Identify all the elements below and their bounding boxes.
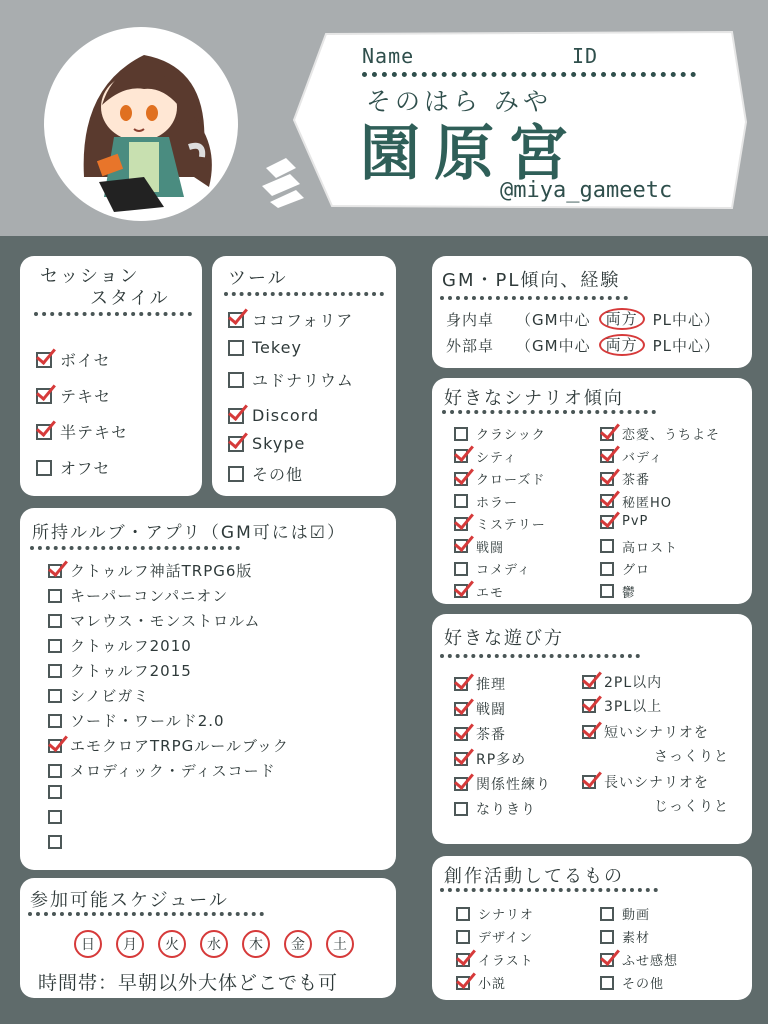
checked-checkbox[interactable] bbox=[48, 739, 62, 753]
checkbox-label: 戦闘 bbox=[476, 702, 506, 718]
gmpl-title: GM・PL傾向、経験 bbox=[442, 270, 621, 291]
unchecked-checkbox[interactable] bbox=[48, 689, 62, 703]
unchecked-checkbox[interactable] bbox=[456, 930, 470, 944]
checked-checkbox[interactable] bbox=[36, 352, 52, 368]
card-divider bbox=[442, 410, 656, 414]
card-divider bbox=[440, 654, 640, 658]
checkbox-item[interactable] bbox=[456, 973, 506, 992]
schedule-card bbox=[20, 878, 396, 998]
checkbox-label: テキセ bbox=[60, 387, 112, 406]
card-divider bbox=[440, 888, 658, 892]
checkbox-item[interactable] bbox=[582, 672, 662, 692]
checkbox-label: 鬱 bbox=[622, 585, 637, 601]
day-2: 火 bbox=[158, 930, 186, 958]
unchecked-checkbox[interactable] bbox=[600, 539, 614, 553]
checkbox-label: 2PL以内 bbox=[604, 675, 663, 691]
unchecked-checkbox[interactable] bbox=[48, 835, 62, 849]
checkbox-label: 茶番 bbox=[476, 727, 506, 743]
unchecked-checkbox[interactable] bbox=[600, 584, 614, 598]
checked-checkbox[interactable] bbox=[36, 388, 52, 404]
name-divider bbox=[362, 72, 696, 77]
character-name: 園原宮 bbox=[360, 119, 582, 189]
checkbox-label: クトゥルフ2015 bbox=[70, 662, 192, 680]
checkbox-label: バディ bbox=[622, 450, 663, 466]
day-4: 木 bbox=[242, 930, 270, 958]
checkbox-label: Skype bbox=[252, 434, 306, 453]
checked-checkbox[interactable] bbox=[228, 436, 244, 452]
checkbox-label: 推理 bbox=[476, 677, 506, 693]
checkbox-item[interactable] bbox=[228, 434, 305, 453]
checkbox-label: 動画 bbox=[622, 908, 651, 923]
checked-checkbox[interactable] bbox=[582, 675, 596, 689]
creative-card bbox=[432, 856, 752, 1000]
checked-checkbox[interactable] bbox=[454, 702, 468, 716]
checkbox-label: デザイン bbox=[478, 931, 534, 946]
checkbox-item[interactable] bbox=[654, 746, 729, 766]
id-label: ID bbox=[572, 44, 599, 68]
day-0: 日 bbox=[74, 930, 102, 958]
checked-checkbox[interactable] bbox=[454, 727, 468, 741]
checkbox-label: 秘匿HO bbox=[622, 495, 673, 511]
checkbox-label: シティ bbox=[476, 450, 517, 466]
checkbox-item[interactable] bbox=[48, 560, 252, 581]
checkbox-item[interactable] bbox=[582, 772, 709, 792]
checkbox-label: その他 bbox=[252, 465, 304, 484]
checkbox-item[interactable] bbox=[454, 699, 506, 719]
checkbox-label: ユドナリウム bbox=[252, 371, 354, 390]
card-divider bbox=[34, 312, 192, 316]
session-style-title-1: セッション bbox=[40, 266, 140, 287]
checkbox-label: ミステリー bbox=[476, 518, 546, 533]
checkbox-item[interactable] bbox=[454, 537, 504, 556]
gmpl-row-label: 身内卓 bbox=[446, 310, 495, 329]
furigana: そのはら みや bbox=[366, 87, 552, 116]
checkbox-label: キーパーコンパニオン bbox=[70, 587, 229, 605]
checked-checkbox[interactable] bbox=[454, 472, 468, 486]
checkbox-item[interactable] bbox=[228, 368, 354, 391]
checkbox-item[interactable] bbox=[600, 537, 678, 556]
checkbox-item[interactable] bbox=[454, 514, 546, 533]
checkbox-label: 高ロスト bbox=[622, 540, 679, 556]
checkbox-item[interactable] bbox=[48, 835, 70, 849]
checkbox-item[interactable] bbox=[36, 456, 110, 479]
day-6: 土 bbox=[326, 930, 354, 958]
checked-checkbox[interactable] bbox=[454, 777, 468, 791]
checkbox-item[interactable] bbox=[48, 760, 276, 781]
avatar bbox=[44, 27, 238, 221]
checkbox-label: 長いシナリオを bbox=[604, 775, 709, 791]
checked-checkbox[interactable] bbox=[228, 408, 244, 424]
unchecked-checkbox[interactable] bbox=[48, 714, 62, 728]
checkbox-item[interactable] bbox=[36, 384, 111, 407]
checkbox-item[interactable] bbox=[48, 610, 261, 631]
checkbox-item[interactable] bbox=[654, 796, 729, 816]
checkbox-item[interactable] bbox=[600, 559, 650, 578]
day-1: 月 bbox=[116, 930, 144, 958]
checkbox-label: 半テキセ bbox=[60, 423, 129, 442]
checked-checkbox[interactable] bbox=[600, 953, 614, 967]
checked-checkbox[interactable] bbox=[36, 424, 52, 440]
both-option: 両方 bbox=[599, 334, 645, 356]
checked-checkbox[interactable] bbox=[454, 539, 468, 553]
unchecked-checkbox[interactable] bbox=[228, 340, 244, 356]
checkbox-label: シノビガミ bbox=[70, 687, 150, 705]
checkbox-item[interactable] bbox=[600, 950, 678, 969]
checkbox-label: なりきり bbox=[476, 802, 536, 818]
unchecked-checkbox[interactable] bbox=[600, 930, 614, 944]
checked-checkbox[interactable] bbox=[600, 449, 614, 463]
checkbox-label: コメディ bbox=[476, 563, 531, 578]
character-illustration bbox=[44, 27, 238, 221]
checked-checkbox[interactable] bbox=[454, 449, 468, 463]
checkbox-item[interactable] bbox=[454, 674, 506, 694]
checked-checkbox[interactable] bbox=[48, 564, 62, 578]
checked-checkbox[interactable] bbox=[600, 515, 614, 529]
checkbox-label: クラシック bbox=[476, 428, 546, 443]
checked-checkbox[interactable] bbox=[228, 312, 244, 328]
both-option: 両方 bbox=[599, 308, 645, 330]
checkbox-item[interactable] bbox=[228, 338, 302, 357]
checkbox-item[interactable] bbox=[48, 735, 289, 756]
checkbox-item[interactable] bbox=[600, 424, 720, 443]
card-divider bbox=[224, 292, 384, 296]
checkbox-item[interactable] bbox=[228, 308, 353, 331]
checkbox-label: エモクロアTRPGルールブック bbox=[70, 737, 289, 755]
checkbox-label: マレウス・モンストロルム bbox=[70, 612, 261, 630]
rulebooks-card bbox=[20, 508, 396, 870]
checkbox-label: 戦闘 bbox=[476, 540, 505, 556]
session-style-card bbox=[20, 256, 202, 496]
unchecked-checkbox[interactable] bbox=[228, 372, 244, 388]
gm-option: （GM中心 bbox=[516, 310, 591, 329]
checked-checkbox[interactable] bbox=[454, 677, 468, 691]
checkbox-item[interactable] bbox=[456, 904, 534, 923]
unchecked-checkbox[interactable] bbox=[456, 907, 470, 921]
unchecked-checkbox[interactable] bbox=[48, 614, 62, 628]
checkbox-item[interactable] bbox=[600, 582, 636, 601]
checkbox-item[interactable] bbox=[600, 514, 648, 529]
checkbox-label: PvP bbox=[622, 514, 649, 529]
day-5: 金 bbox=[284, 930, 312, 958]
checkbox-item[interactable] bbox=[48, 785, 70, 799]
checkbox-item[interactable] bbox=[600, 904, 650, 923]
checked-checkbox[interactable] bbox=[582, 699, 596, 713]
checkbox-item[interactable] bbox=[600, 469, 650, 488]
card-divider bbox=[440, 296, 628, 300]
day-3: 水 bbox=[200, 930, 228, 958]
unchecked-checkbox[interactable] bbox=[48, 785, 62, 799]
checkbox-label: 関係性練り bbox=[476, 777, 551, 793]
scenario-title: 好きなシナリオ傾向 bbox=[444, 388, 624, 409]
checkbox-item[interactable] bbox=[36, 420, 128, 443]
checkbox-label: グロ bbox=[622, 563, 651, 578]
checkbox-item[interactable] bbox=[48, 685, 149, 706]
checkbox-item[interactable] bbox=[600, 447, 663, 466]
checkbox-label: 小説 bbox=[478, 977, 507, 992]
checkbox-label: その他 bbox=[622, 977, 665, 992]
checkbox-label: 恋愛、うちよそ bbox=[622, 428, 721, 443]
unchecked-checkbox[interactable] bbox=[228, 466, 244, 482]
checked-checkbox[interactable] bbox=[600, 472, 614, 486]
checkbox-label: オフセ bbox=[60, 459, 111, 478]
unchecked-checkbox[interactable] bbox=[600, 562, 614, 576]
checkbox-label: さっくりと bbox=[654, 749, 729, 765]
checkbox-item[interactable] bbox=[48, 810, 70, 824]
checkbox-label: 3PL以上 bbox=[604, 699, 663, 715]
checkbox-label: エモ bbox=[476, 585, 505, 601]
card-divider bbox=[30, 546, 240, 550]
checkbox-item[interactable] bbox=[456, 927, 533, 946]
checkbox-label: ふせ感想 bbox=[622, 954, 679, 969]
checkbox-label: RP多め bbox=[476, 752, 527, 768]
checkbox-label: メロディック・ディスコード bbox=[70, 762, 276, 780]
checkbox-label: 茶番 bbox=[622, 473, 651, 488]
name-label: Name bbox=[362, 44, 415, 68]
checkbox-item[interactable] bbox=[454, 492, 518, 511]
checkbox-label: クトゥルフ神話TRPG6版 bbox=[70, 562, 253, 580]
checkbox-item[interactable] bbox=[36, 348, 111, 371]
checkbox-item[interactable] bbox=[600, 927, 650, 946]
checkbox-item[interactable] bbox=[454, 799, 536, 819]
checkbox-item[interactable] bbox=[48, 660, 192, 681]
checkbox-item[interactable] bbox=[456, 950, 534, 969]
unchecked-checkbox[interactable] bbox=[48, 664, 62, 678]
pl-option: PL中心） bbox=[652, 336, 721, 355]
checkbox-item[interactable] bbox=[454, 469, 545, 488]
checkbox-item[interactable] bbox=[454, 774, 551, 794]
checkbox-label: ココフォリア bbox=[252, 311, 354, 330]
schedule-title: 参加可能スケジュール bbox=[30, 890, 229, 911]
unchecked-checkbox[interactable] bbox=[454, 494, 468, 508]
checkbox-item[interactable] bbox=[582, 722, 709, 742]
checkbox-label: シナリオ bbox=[478, 908, 534, 923]
checkbox-item[interactable] bbox=[454, 749, 526, 769]
gmpl-card bbox=[432, 256, 752, 368]
gm-option: （GM中心 bbox=[516, 336, 591, 355]
unchecked-checkbox[interactable] bbox=[36, 460, 52, 476]
creative-title: 創作活動してるもの bbox=[444, 866, 624, 887]
gmpl-row-label: 外部卓 bbox=[446, 336, 495, 355]
session-style-title-2: スタイル bbox=[90, 288, 170, 309]
unchecked-checkbox[interactable] bbox=[600, 907, 614, 921]
checked-checkbox[interactable] bbox=[454, 752, 468, 766]
unchecked-checkbox[interactable] bbox=[454, 427, 468, 441]
checkbox-item[interactable] bbox=[454, 724, 506, 744]
scenario-card bbox=[432, 378, 752, 604]
checkbox-label: ソード・ワールド2.0 bbox=[70, 712, 225, 730]
checkbox-item[interactable] bbox=[454, 447, 517, 466]
checkbox-item[interactable] bbox=[582, 696, 662, 716]
unchecked-checkbox[interactable] bbox=[48, 810, 62, 824]
checkbox-label: ホラー bbox=[476, 495, 519, 511]
unchecked-checkbox[interactable] bbox=[454, 802, 468, 816]
checked-checkbox[interactable] bbox=[582, 725, 596, 739]
checkbox-label: Tekey bbox=[252, 338, 302, 357]
gmpl-row bbox=[446, 334, 728, 356]
checkbox-label: 素材 bbox=[622, 931, 651, 946]
checkbox-item[interactable] bbox=[228, 406, 319, 425]
tools-title: ツール bbox=[228, 268, 288, 289]
checkbox-item[interactable] bbox=[454, 582, 504, 601]
checkbox-label: クトゥルフ2010 bbox=[70, 637, 192, 655]
rulebooks-title: 所持ルルブ・アプリ（GM可には☑） bbox=[32, 523, 346, 543]
checkbox-label: 短いシナリオを bbox=[604, 725, 709, 741]
pl-option: PL中心） bbox=[652, 310, 721, 329]
checked-checkbox[interactable] bbox=[456, 953, 470, 967]
checkbox-item[interactable] bbox=[454, 424, 546, 443]
checkbox-item[interactable] bbox=[48, 635, 192, 656]
unchecked-checkbox[interactable] bbox=[48, 764, 62, 778]
checkbox-item[interactable] bbox=[48, 585, 228, 606]
tools-card bbox=[212, 256, 396, 496]
playstyle-title: 好きな遊び方 bbox=[444, 628, 564, 649]
time-text: 時間帯：早朝以外大体どこでも可 bbox=[38, 972, 339, 994]
checkbox-item[interactable] bbox=[48, 710, 225, 731]
checked-checkbox[interactable] bbox=[454, 584, 468, 598]
gmpl-row bbox=[446, 308, 728, 330]
checkbox-label: イラスト bbox=[478, 954, 534, 969]
unchecked-checkbox[interactable] bbox=[48, 639, 62, 653]
unchecked-checkbox[interactable] bbox=[48, 589, 62, 603]
card-divider bbox=[28, 912, 264, 916]
unchecked-checkbox[interactable] bbox=[600, 976, 614, 990]
checkbox-label: クローズド bbox=[476, 473, 546, 488]
checked-checkbox[interactable] bbox=[454, 517, 468, 531]
playstyle-card bbox=[432, 614, 752, 844]
checked-checkbox[interactable] bbox=[582, 775, 596, 789]
unchecked-checkbox[interactable] bbox=[454, 562, 468, 576]
checkbox-item[interactable] bbox=[600, 973, 664, 992]
checked-checkbox[interactable] bbox=[456, 976, 470, 990]
checkbox-label: ボイセ bbox=[60, 351, 111, 370]
checkbox-label: じっくりと bbox=[654, 799, 729, 815]
checked-checkbox[interactable] bbox=[600, 427, 614, 441]
twitter-handle: @miya_gameetc bbox=[500, 178, 673, 203]
checkbox-item[interactable] bbox=[228, 462, 303, 485]
checkbox-label: Discord bbox=[252, 406, 320, 425]
